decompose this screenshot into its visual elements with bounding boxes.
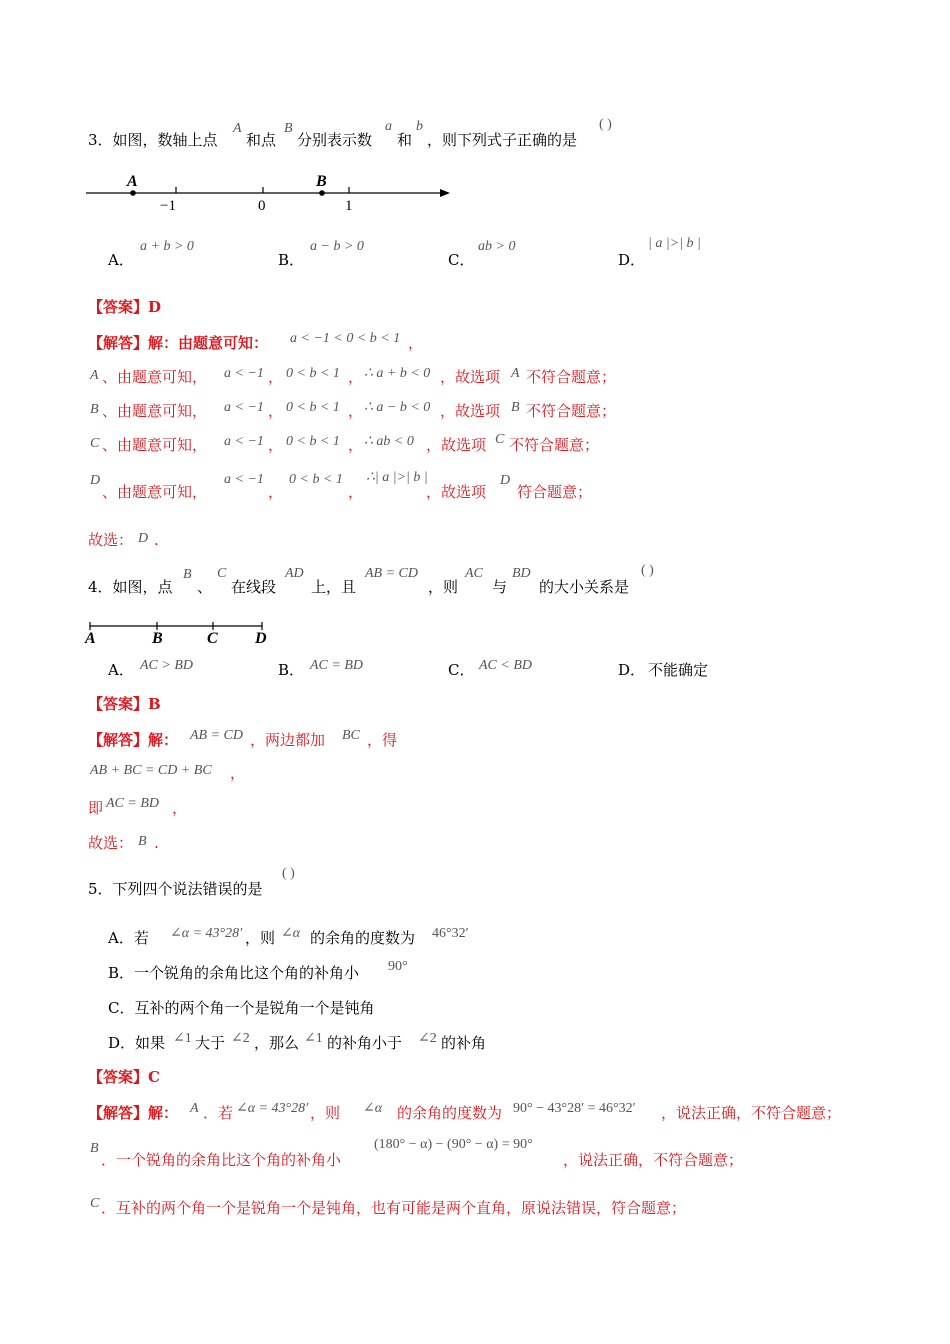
tick-0-label: 0 [258, 198, 266, 214]
segment-label-D: D [255, 630, 267, 647]
q5-option-D-mid2: ，那么 [254, 1034, 300, 1052]
q3-sol-C-expr3: ∴ ab < 0 [364, 434, 414, 449]
q5-option-B-pre: B．一个锐角的余角比这个角的补角小 [108, 964, 360, 982]
q3-sol-D-expr3: ∴| a |>| b | [366, 470, 428, 485]
q4-var-C: C [217, 566, 227, 581]
q3-sol-D-var: D [90, 473, 101, 488]
q3-sol-D-expr1: a < −1 [224, 472, 264, 487]
q5-option-D-post: 的补角 [441, 1034, 487, 1052]
q5-option-A-pre: A．若 [108, 929, 149, 947]
q3-sol-D-text2: ， [268, 483, 284, 501]
q4-option-C-letter: C． [448, 661, 475, 679]
q3-sol-A-expr3: ∴ a + b < 0 [364, 366, 431, 381]
q3-sol-C-expr1: a < −1 [224, 434, 264, 449]
q3-final-end: . [154, 531, 159, 549]
q3-final: 故选： [88, 531, 134, 549]
q3-final-choice: D [138, 531, 149, 546]
q4-final-end: . [154, 834, 159, 852]
q5-sol-A-text2: ，则 [310, 1104, 341, 1122]
q3-solution-head-end: ， [408, 334, 424, 352]
q5-option-A-mid2: 的余角的度数为 [310, 929, 416, 947]
q4-solution-mid: ，两边都加 [250, 731, 326, 749]
q4-solution-line2-end: ， [230, 764, 246, 782]
q4-option-D-letter: D． [618, 661, 646, 679]
q4-solution-var: BC [342, 728, 360, 743]
q3-sol-D-text1: 、由题意可知， [102, 483, 208, 501]
q4-var-BD: BD [512, 566, 531, 581]
q3-option-B-letter: B． [278, 251, 305, 269]
segment-label-C: C [207, 630, 218, 647]
q4-option-B-expr: AC = BD [310, 658, 363, 673]
q3-sol-B-text5: 不符合题意； [526, 402, 617, 420]
q3-sol-C-text1: 、由题意可知， [102, 436, 208, 454]
q3-sol-B-text3: ， [348, 402, 364, 420]
q3-sol-A-text2: ， [268, 368, 284, 386]
q5-sol-B-text2: ，说法正确，不符合题意； [563, 1151, 744, 1169]
q3-solution-condition: a < −1 < 0 < b < 1 [290, 331, 401, 346]
q3-stem-mid1: 和点 [246, 131, 277, 149]
q5-solution-head: 【解答】解： [88, 1104, 179, 1122]
q3-sol-C-text3: ， [348, 436, 364, 454]
q3-var-a: a [385, 119, 392, 134]
q5-sol-A-text3: 的余角的度数为 [397, 1104, 503, 1122]
q4-option-C-expr: AC < BD [479, 658, 532, 673]
q4-option-D-text: 不能确定 [648, 661, 709, 679]
q5-sol-A-text1: ．若 [203, 1104, 234, 1122]
q5-answer-paren: ( ) [282, 866, 295, 881]
q3-sol-A-expr1: a < −1 [224, 366, 264, 381]
segment-label-A: A [85, 630, 96, 647]
q4-final: 故选： [88, 834, 134, 852]
q3-sol-D-text3: ， [348, 483, 364, 501]
q3-option-D-expr: | a |>| b | [648, 236, 701, 251]
q4-stem-mid4: 与 [492, 578, 508, 596]
q3-sol-B-text2: ， [268, 402, 284, 420]
q4-answer: 【答案】B [88, 695, 161, 713]
q4-var-AC: AC [465, 566, 483, 581]
q3-sol-C-text5: 不符合题意； [509, 436, 600, 454]
q5-sol-A-expr2: ∠α [363, 1101, 383, 1116]
q3-stem-post: ，则下列式子正确的是 [427, 131, 578, 149]
q4-solution-line3-pre: 即 [88, 799, 104, 817]
q4-stem-pre: 4．如图，点 [88, 578, 173, 596]
q4-solution-head: 【解答】解： [88, 731, 179, 749]
q5-answer: 【答案】C [88, 1068, 160, 1086]
q4-var-AD: AD [285, 566, 304, 581]
q5-option-D-mid3: 的补角小于 [327, 1034, 403, 1052]
q5-option-A-expr1: ∠α = 43°28′ [170, 926, 243, 941]
q3-sol-C-text4: ，故选项 [426, 436, 487, 454]
point-B [319, 190, 325, 196]
q5-sol-A-expr1: ∠α = 43°28′ [236, 1101, 309, 1116]
q4-option-B-letter: B． [278, 661, 305, 679]
q5-sol-A-var: A [190, 1101, 199, 1116]
q3-sol-C-var: C [90, 436, 100, 451]
q5-sol-B-text1: ．一个锐角的余角比这个角的补角小 [101, 1151, 342, 1169]
q3-option-B-expr: a − b > 0 [310, 239, 364, 254]
q4-segment-diagram [82, 618, 272, 648]
q3-sol-A-expr2: 0 < b < 1 [286, 366, 340, 381]
point-B-label: B [316, 173, 327, 190]
q3-solution-head: 【解答】解：由题意可知： [88, 334, 269, 352]
q3-sol-D-var2: D [500, 473, 511, 488]
q3-sol-B-var2: B [511, 400, 520, 415]
q4-stem-mid2: 上，且 [311, 578, 357, 596]
q3-sol-A-text4: ，故选项 [440, 368, 501, 386]
q5-option-A-expr3: 46°32′ [432, 926, 469, 941]
q3-sol-D-text4: ，故选项 [426, 483, 487, 501]
q5-option-D-expr1: ∠1 [173, 1031, 192, 1046]
q5-option-B-expr: 90° [388, 959, 408, 974]
q4-solution-line3: AC = BD [106, 796, 159, 811]
q5-stem: 5．下列四个说法错误的是 [88, 880, 263, 898]
q3-sol-C-text2: ， [268, 436, 284, 454]
q4-option-A-expr: AC > BD [140, 658, 193, 673]
q4-solution-eq: AB = CD [190, 728, 243, 743]
tick-1-label: 1 [345, 198, 353, 214]
q5-sol-C-var: C [90, 1196, 100, 1211]
q3-sol-A-var: A [90, 368, 99, 383]
q5-option-A-mid: ，则 [245, 929, 276, 947]
q4-option-A-letter: A． [108, 661, 134, 679]
number-line-arrow [440, 189, 450, 197]
q4-solution-end: ，得 [367, 731, 398, 749]
q4-eq: AB = CD [365, 566, 418, 581]
q3-sol-B-text1: 、由题意可知， [102, 402, 208, 420]
q3-sol-B-text4: ，故选项 [440, 402, 501, 420]
tick-neg1-label: −1 [160, 198, 176, 214]
q5-sol-B-var: B [90, 1141, 99, 1156]
q3-var-B: B [284, 121, 293, 136]
q3-sol-A-var2: A [511, 366, 520, 381]
q5-option-D-expr2: ∠2 [231, 1031, 250, 1046]
q4-final-choice: B [138, 834, 147, 849]
q3-option-A-expr: a + b > 0 [140, 239, 194, 254]
q3-stem-mid2: 分别表示数 [297, 131, 373, 149]
q3-sol-B-expr2: 0 < b < 1 [286, 400, 340, 415]
q3-sol-A-text1: 、由题意可知， [102, 368, 208, 386]
q3-option-D-letter: D． [618, 251, 646, 269]
q4-stem-mid1: 在线段 [231, 578, 277, 596]
q4-stem-post: 的大小关系是 [539, 578, 630, 596]
q3-sol-B-var: B [90, 402, 99, 417]
q3-var-A: A [233, 121, 242, 136]
q5-sol-B-expr: (180° − α) − (90° − α) = 90° [374, 1137, 533, 1152]
q3-sol-D-text5: 符合题意； [517, 483, 593, 501]
q4-solution-line3-end: ， [172, 799, 188, 817]
point-A [130, 190, 136, 196]
q5-option-D-pre: D．如果 [108, 1034, 166, 1052]
q5-option-D-mid: 大于 [195, 1034, 226, 1052]
q4-sep: 、 [197, 578, 213, 596]
q3-option-C-expr: ab > 0 [478, 239, 516, 254]
q3-sol-A-text5: 不符合题意； [526, 368, 617, 386]
q5-sol-C-text1: ．互补的两个角一个是锐角一个是钝角，也有可能是两个直角，原说法错误，符合题意； [101, 1199, 687, 1217]
q3-sol-C-expr2: 0 < b < 1 [286, 434, 340, 449]
q3-var-b: b [416, 119, 423, 134]
q3-sol-A-text3: ， [348, 368, 364, 386]
q3-stem-pre: 3．如图，数轴上点 [88, 131, 218, 149]
q4-stem-mid3: ，则 [428, 578, 459, 596]
q3-answer: 【答案】D [88, 298, 162, 316]
q5-option-D-expr3: ∠1 [304, 1031, 323, 1046]
q4-solution-line2: AB + BC = CD + BC [90, 763, 212, 778]
q5-option-C: C．互补的两个角一个是锐角一个是钝角 [108, 999, 375, 1017]
q3-sol-B-expr3: ∴ a − b < 0 [364, 400, 431, 415]
q3-number-line [80, 168, 460, 214]
q3-sol-C-var2: C [495, 432, 505, 447]
q4-var-B: B [183, 567, 192, 582]
q3-answer-paren: ( ) [599, 117, 612, 132]
q5-option-D-expr4: ∠2 [418, 1031, 437, 1046]
q4-answer-paren: ( ) [641, 563, 654, 578]
point-A-label: A [127, 173, 138, 190]
q3-sol-D-expr2: 0 < b < 1 [289, 472, 343, 487]
q3-option-A-letter: A． [108, 251, 134, 269]
q3-stem-mid3: 和 [397, 131, 413, 149]
q5-option-A-expr2: ∠α [281, 926, 301, 941]
q3-option-C-letter: C． [448, 251, 475, 269]
q5-sol-A-expr3: 90° − 43°28′ = 46°32′ [513, 1101, 636, 1116]
q5-sol-A-text4: ，说法正确，不符合题意； [661, 1104, 842, 1122]
segment-label-B: B [152, 630, 163, 647]
q3-sol-B-expr1: a < −1 [224, 400, 264, 415]
